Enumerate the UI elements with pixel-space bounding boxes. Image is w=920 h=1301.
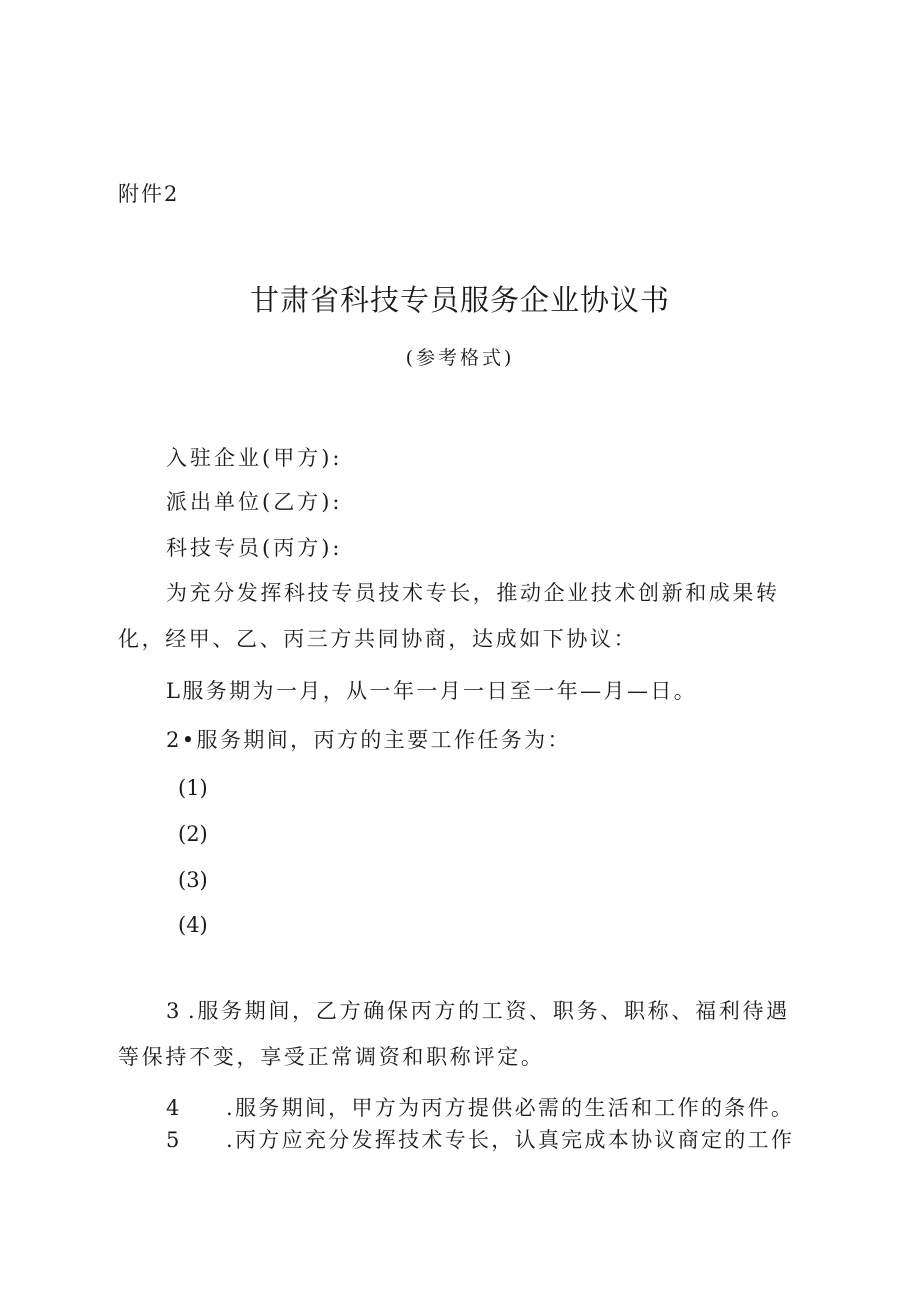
intro-paragraph-line-1: 为充分发挥科技专员技术专长，推动企业技术创新和成果转: [166, 581, 780, 605]
party-c-line: 科技专员(丙方):: [166, 536, 343, 560]
clause-5-text: .丙方应充分发挥技术专长，认真完成本协议商定的工作: [226, 1128, 795, 1152]
clause-3-line-1: .服务期间，乙方确保丙方的工资、职务、职称、福利待遇: [188, 999, 790, 1023]
task-item-4: (4): [178, 913, 208, 937]
clause-3-number: 3: [166, 999, 180, 1023]
clause-1: L服务期为一月，从一年一月一日至一年—月—日。: [166, 679, 698, 703]
party-b-line: 派出单位(乙方):: [166, 490, 343, 514]
document-subtitle: (参考格式): [405, 347, 515, 369]
task-item-2: (2): [178, 822, 208, 846]
task-item-1: (1): [178, 776, 208, 800]
attachment-label: 附件2: [118, 182, 180, 206]
task-item-3: (3): [178, 868, 208, 892]
clause-4-text: .服务期间，甲方为丙方提供必需的生活和工作的条件。: [226, 1096, 795, 1120]
document-title: 甘肃省科技专员服务企业协议书: [249, 283, 670, 317]
clause-4-number: 4: [166, 1096, 180, 1120]
clause-2: 2•服务期间，丙方的主要工作任务为：: [166, 728, 571, 752]
clause-3-line-2: 等保持不变，享受正常调资和职称评定。: [118, 1045, 545, 1069]
party-a-line: 入驻企业(甲方):: [166, 446, 343, 470]
clause-5-number: 5: [166, 1128, 180, 1152]
intro-paragraph-line-2: 化，经甲、乙、丙三方共同协商，达成如下协议：: [118, 627, 638, 651]
